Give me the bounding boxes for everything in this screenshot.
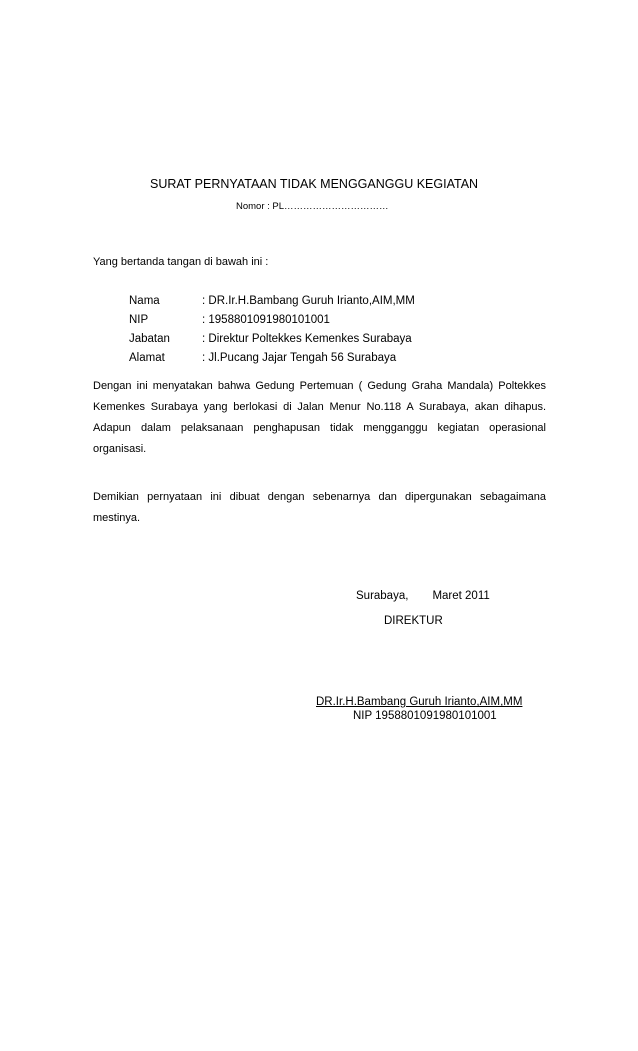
identity-value: : Jl.Pucang Jajar Tengah 56 Surabaya	[202, 352, 397, 364]
date-text: Maret 2011	[432, 590, 490, 602]
letter-number: Nomor : PL……………………………	[236, 201, 389, 212]
statement-paragraph: Dengan ini menyatakan bahwa Gedung Pertemuan ( Gedung Graha Mandala) Poltekkes Kemenkes Surabaya yang berlokasi di Jalan Menur No.118 A Surabaya, akan dihapus. Adapun dalam pelaksanaan penghapusan tidak mengganggu kegiatan operasional organisasi.	[93, 380, 546, 455]
intro-text: Yang bertanda tangan di bawah ini :	[93, 256, 269, 268]
place-text: Surabaya,	[356, 590, 409, 602]
letter-title: SURAT PERNYATAAN TIDAK MENGGANGGU KEGIATAN	[150, 177, 479, 191]
signer-position: DIREKTUR	[384, 615, 443, 627]
closing-paragraph: Demikian pernyataan ini dibuat dengan sebenarnya dan dipergunakan sebagaimana mestinya.	[93, 491, 546, 524]
identity-value: : DR.Ir.H.Bambang Guruh Irianto,AIM,MM	[202, 295, 415, 307]
identity-row-name	[129, 292, 415, 311]
place-date	[356, 590, 490, 602]
identity-row-position	[129, 330, 415, 349]
identity-block	[129, 292, 415, 368]
identity-value: : Direktur Poltekkes Kemenkes Surabaya	[202, 333, 412, 345]
identity-value: : 1958801091980101001	[202, 314, 330, 326]
identity-row-address	[129, 349, 415, 368]
signer-nip: NIP 1958801091980101001	[353, 710, 497, 722]
identity-label: NIP	[129, 314, 149, 326]
identity-label: Jabatan	[129, 333, 170, 345]
identity-label: Alamat	[129, 352, 165, 364]
identity-row-nip	[129, 311, 415, 330]
signer-name: DR.Ir.H.Bambang Guruh Irianto,AIM,MM	[316, 696, 523, 708]
identity-label: Nama	[129, 295, 160, 307]
